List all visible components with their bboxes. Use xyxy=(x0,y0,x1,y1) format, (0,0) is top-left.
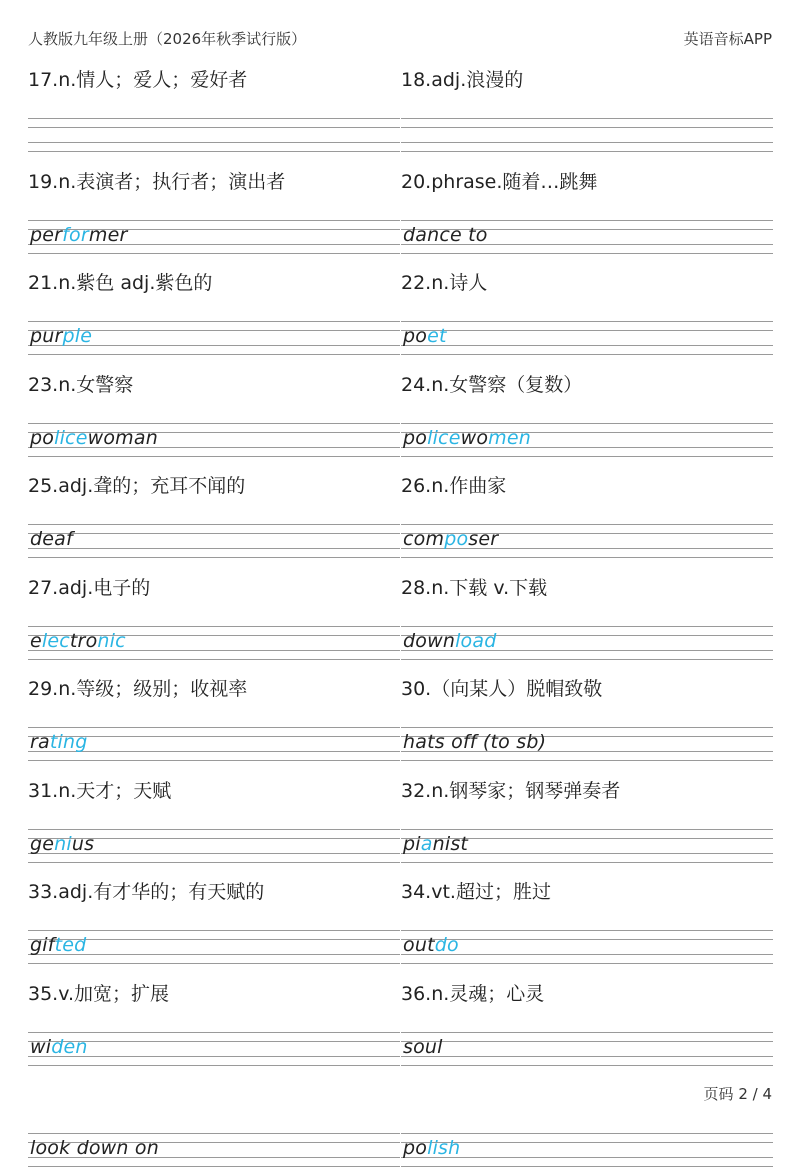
vocab-entry xyxy=(401,970,773,1072)
vocabulary-grid xyxy=(28,56,773,1173)
syllable: woman xyxy=(87,426,158,449)
vocab-entry xyxy=(28,970,400,1072)
syllable: soul xyxy=(403,1035,443,1058)
syllable: e xyxy=(30,629,42,652)
syllable: ge xyxy=(30,832,55,855)
word-meaning: 17.n.情人；爱人；爱好者 xyxy=(28,69,248,91)
word-meaning: 27.adj.电子的 xyxy=(28,576,151,599)
highlighted-syllable: lish xyxy=(427,1137,461,1159)
english-word xyxy=(403,630,497,652)
highlighted-syllable: den xyxy=(51,1035,88,1058)
syllable: mer xyxy=(88,223,128,246)
staff-line xyxy=(401,1041,773,1042)
vocab-entry xyxy=(28,462,400,564)
syllable: pur xyxy=(30,325,63,347)
vocab-row xyxy=(28,767,773,869)
highlighted-syllable: et xyxy=(427,325,447,347)
english-word xyxy=(30,325,92,347)
staff-line xyxy=(401,127,773,128)
vocab-row xyxy=(28,56,773,158)
syllable: pi xyxy=(403,832,421,855)
syllable: po xyxy=(30,426,55,449)
english-word xyxy=(403,934,459,956)
staff-line xyxy=(401,1133,773,1134)
staff-line xyxy=(28,760,400,761)
vocab-entry xyxy=(28,259,400,361)
highlighted-syllable: men xyxy=(488,426,532,449)
staff-line xyxy=(401,930,773,931)
english-word xyxy=(30,630,126,652)
word-meaning: 31.n.天才；天赋 xyxy=(28,779,172,802)
vocab-row xyxy=(28,868,773,970)
highlighted-syllable: nic xyxy=(97,629,126,652)
staff-line xyxy=(401,253,773,254)
syllable: po xyxy=(403,325,428,347)
staff-line xyxy=(28,220,400,221)
staff-line xyxy=(401,220,773,221)
staff-line xyxy=(28,524,400,525)
word-meaning: 29.n.等级；级别；收视率 xyxy=(28,678,248,700)
word-meaning: 19.n.表演者；执行者；演出者 xyxy=(28,170,286,193)
vocab-entry xyxy=(28,665,400,767)
english-word xyxy=(30,427,158,449)
highlighted-syllable: do xyxy=(434,934,459,956)
english-word xyxy=(403,1137,460,1159)
staff-line xyxy=(401,1065,773,1066)
staff-line xyxy=(28,321,400,322)
staff-line xyxy=(401,557,773,558)
vocab-entry xyxy=(28,767,400,869)
staff-line xyxy=(401,321,773,322)
staff-line xyxy=(28,423,400,424)
vocab-entry xyxy=(401,56,773,158)
english-word xyxy=(30,528,73,550)
staff-line xyxy=(28,354,400,355)
staff-line xyxy=(28,253,400,254)
word-meaning: 28.n.下载 v.下载 xyxy=(401,576,548,599)
english-word xyxy=(403,1036,443,1058)
syllable: wi xyxy=(30,1035,52,1058)
staff-line xyxy=(28,963,400,964)
staff-line xyxy=(28,456,400,457)
vocab-entry xyxy=(28,158,400,260)
vocab-entry xyxy=(401,868,773,970)
english-word xyxy=(403,528,498,550)
four-line-staff xyxy=(401,1032,773,1070)
word-meaning: 36.n.灵魂；心灵 xyxy=(401,982,545,1005)
word-meaning: 26.n.作曲家 xyxy=(401,475,507,497)
staff-line xyxy=(401,829,773,830)
english-word xyxy=(403,833,468,855)
staff-line xyxy=(28,557,400,558)
staff-line xyxy=(401,727,773,728)
staff-line xyxy=(28,727,400,728)
staff-line xyxy=(28,1133,400,1134)
staff-line xyxy=(401,1166,773,1167)
four-line-staff xyxy=(401,118,773,156)
english-word xyxy=(403,325,447,347)
highlighted-syllable: lec xyxy=(41,629,70,652)
staff-line xyxy=(28,142,400,143)
syllable: deaf xyxy=(30,528,73,550)
vocab-row xyxy=(28,970,773,1072)
highlighted-syllable: ni xyxy=(54,832,72,855)
vocab-row xyxy=(28,564,773,666)
word-meaning: 35.v.加宽；扩展 xyxy=(28,982,170,1005)
syllable: out xyxy=(403,934,435,956)
staff-line xyxy=(401,354,773,355)
staff-line xyxy=(401,1056,773,1057)
staff-line xyxy=(28,1166,400,1167)
vocab-row xyxy=(28,1071,773,1173)
highlighted-syllable: ted xyxy=(54,934,87,956)
vocab-entry xyxy=(401,462,773,564)
staff-line xyxy=(28,533,400,534)
english-word xyxy=(403,731,546,753)
word-meaning: 22.n.诗人 xyxy=(401,272,488,294)
vocab-entry xyxy=(401,158,773,260)
word-meaning: 25.adj.聋的；充耳不闻的 xyxy=(28,475,246,497)
staff-line xyxy=(28,151,400,152)
syllable: ser xyxy=(468,528,499,550)
vocab-entry xyxy=(28,56,400,158)
staff-line xyxy=(401,151,773,152)
word-meaning: 33.adj.有才华的；有天赋的 xyxy=(28,881,265,903)
staff-line xyxy=(28,1065,400,1066)
four-line-staff xyxy=(28,118,400,156)
vocab-row xyxy=(28,361,773,463)
highlighted-syllable: ple xyxy=(62,325,93,347)
syllable: us xyxy=(71,832,95,855)
vocab-entry xyxy=(28,361,400,463)
syllable: tro xyxy=(69,629,98,652)
highlighted-syllable: for xyxy=(62,223,89,246)
syllable: nist xyxy=(432,832,469,855)
word-meaning: 20.phrase.随着…跳舞 xyxy=(401,170,598,193)
english-word xyxy=(30,224,128,246)
word-meaning: 32.n.钢琴家；钢琴弹奏者 xyxy=(401,779,621,802)
highlighted-syllable: load xyxy=(455,629,497,652)
vocab-entry xyxy=(28,564,400,666)
staff-line xyxy=(401,760,773,761)
english-word xyxy=(30,731,88,753)
staff-line xyxy=(28,659,400,660)
vocab-entry xyxy=(28,1071,400,1173)
staff-line xyxy=(28,930,400,931)
syllable: look down on xyxy=(30,1137,159,1159)
staff-line xyxy=(401,524,773,525)
vocab-entry xyxy=(401,361,773,463)
staff-line xyxy=(401,345,773,346)
vocab-row xyxy=(28,462,773,564)
page-number: 页码 2 / 4 xyxy=(703,1085,772,1103)
syllable: per xyxy=(30,223,63,246)
staff-line xyxy=(28,118,400,119)
syllable: down xyxy=(403,629,456,652)
english-word xyxy=(30,833,94,855)
word-meaning: 30.（向某人）脱帽致敬 xyxy=(401,678,603,700)
word-meaning: 23.n.女警察 xyxy=(28,373,134,396)
word-meaning: 21.n.紫色 adj.紫色的 xyxy=(28,272,213,294)
highlighted-syllable: ting xyxy=(49,731,88,753)
four-line-staff xyxy=(28,524,400,562)
staff-line xyxy=(401,1032,773,1033)
four-line-staff xyxy=(401,321,773,359)
vocab-entry xyxy=(401,767,773,869)
staff-line xyxy=(401,862,773,863)
english-word xyxy=(30,934,86,956)
highlighted-syllable: lice xyxy=(54,426,88,449)
staff-line xyxy=(28,1032,400,1033)
staff-line xyxy=(401,963,773,964)
syllable: ra xyxy=(30,731,50,753)
english-word xyxy=(403,427,531,449)
vocab-row xyxy=(28,665,773,767)
staff-line xyxy=(28,829,400,830)
page-header xyxy=(28,28,772,52)
staff-line xyxy=(401,659,773,660)
staff-line xyxy=(401,423,773,424)
english-word xyxy=(30,1137,159,1159)
book-title: 人教版九年级上册（2026年秋季试行版） xyxy=(28,30,307,48)
highlighted-syllable: po xyxy=(444,528,469,550)
staff-line xyxy=(401,456,773,457)
staff-line xyxy=(401,626,773,627)
staff-line xyxy=(401,330,773,331)
vocab-entry xyxy=(28,868,400,970)
staff-line xyxy=(28,127,400,128)
word-meaning: 18.adj.浪漫的 xyxy=(401,69,524,91)
highlighted-syllable: lice xyxy=(427,426,461,449)
vocab-entry xyxy=(401,665,773,767)
english-word xyxy=(403,224,488,246)
syllable: hats off (to sb) xyxy=(403,731,547,753)
syllable: com xyxy=(403,528,445,550)
syllable: wo xyxy=(460,426,489,449)
staff-line xyxy=(28,548,400,549)
vocab-entry xyxy=(401,564,773,666)
word-meaning: 24.n.女警察（复数） xyxy=(401,373,583,396)
vocab-row xyxy=(28,259,773,361)
staff-line xyxy=(401,142,773,143)
highlighted-syllable: a xyxy=(420,832,433,855)
english-word xyxy=(30,1036,88,1058)
syllable: gif xyxy=(30,934,55,956)
vocab-row xyxy=(28,158,773,260)
syllable: po xyxy=(403,1137,428,1159)
app-name: 英语音标APP xyxy=(683,30,772,48)
staff-line xyxy=(401,118,773,119)
syllable: dance to xyxy=(403,223,488,246)
staff-line xyxy=(28,862,400,863)
staff-line xyxy=(28,626,400,627)
word-meaning: 34.vt.超过；胜过 xyxy=(401,881,551,903)
vocab-entry xyxy=(401,259,773,361)
syllable: po xyxy=(403,426,428,449)
